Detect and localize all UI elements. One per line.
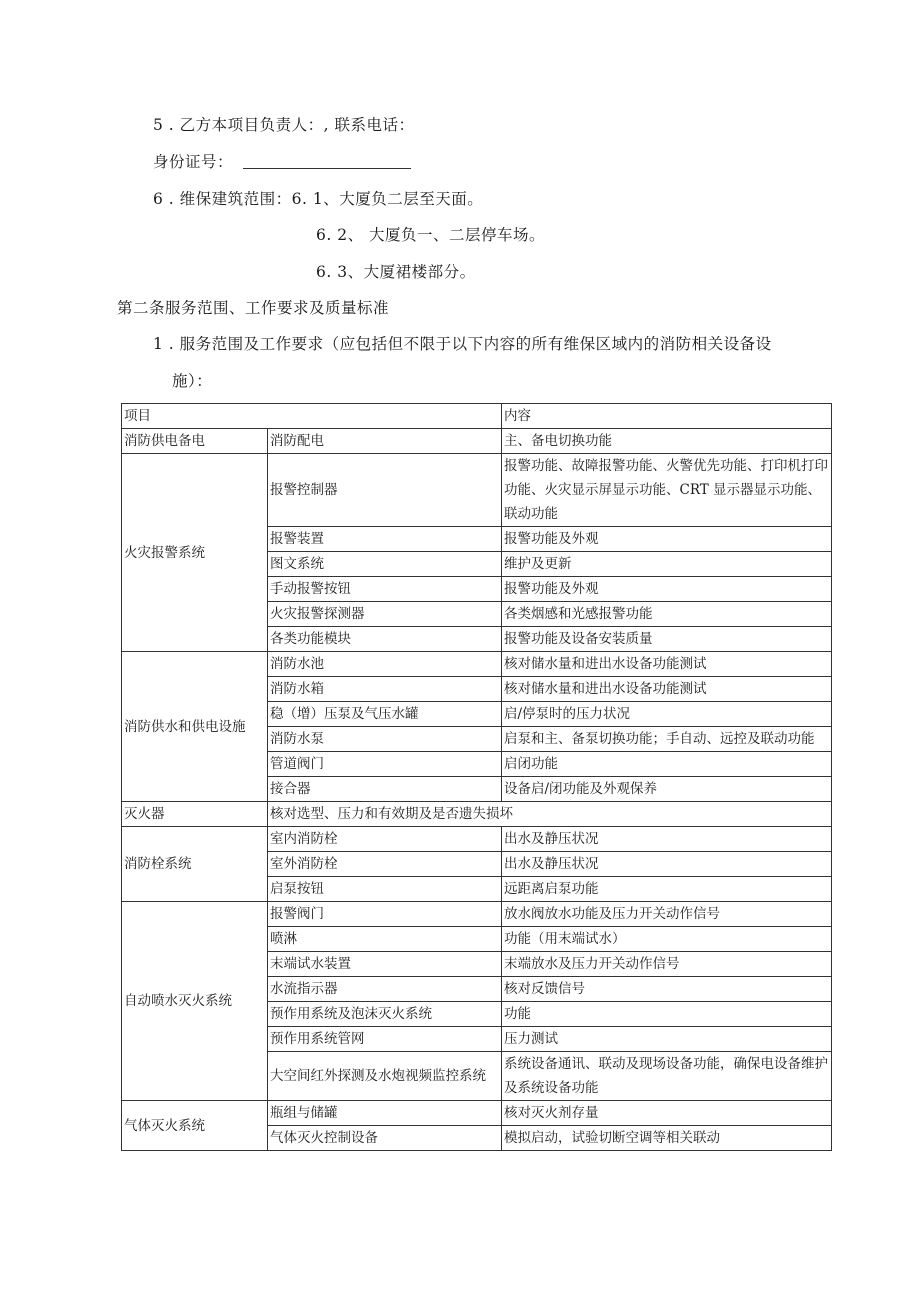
header-item: 项目: [122, 404, 502, 429]
item-cell: 报警装置: [268, 527, 502, 552]
item-cell: 手动报警按钮: [268, 577, 502, 602]
item-cell: 报警控制器: [268, 454, 502, 527]
content-cell: 核对灭火剂存量: [502, 1101, 832, 1126]
content-cell: 报警功能及设备安装质量: [502, 627, 832, 652]
service-scope-table: [121, 403, 832, 1151]
item-cell: 报警阀门: [268, 902, 502, 927]
content-cell: 设备启/闭功能及外观保养: [502, 777, 832, 802]
content-cell: 各类烟感和光感报警功能: [502, 602, 832, 627]
article-2-heading: 第二条服务范围、工作要求及质量标准: [117, 299, 390, 317]
item-cell: 室内消防栓: [268, 827, 502, 852]
item-cell: 末端试水装置: [268, 952, 502, 977]
table-row: [122, 1101, 832, 1126]
item-cell: 稳（增）压泵及气压水罐: [268, 702, 502, 727]
content-cell: 功能: [502, 1002, 832, 1027]
table-row: [122, 429, 832, 454]
id-number-line: [153, 150, 411, 172]
item-cell: 预作用系统管网: [268, 1027, 502, 1052]
item-cell: 消防配电: [268, 429, 502, 454]
item-cell: 喷淋: [268, 927, 502, 952]
content-cell: 报警功能、故障报警功能、火警优先功能、打印机打印功能、火灾显示屏显示功能、CRT 显示器显示功能、联动功能: [502, 454, 832, 527]
table-row: [122, 454, 832, 527]
content-cell: 报警功能及外观: [502, 577, 832, 602]
content-cell: 模拟启动，试验切断空调等相关联动: [502, 1126, 832, 1151]
content-cell: 远距离启泵功能: [502, 877, 832, 902]
id-number-label: 身份证号：: [153, 153, 234, 171]
content-cell: 主、备电切换功能: [502, 429, 832, 454]
content-cell: 出水及静压状况: [502, 827, 832, 852]
content-cell: 系统设备通讯、联动及现场设备功能，确保电设备维护及系统设备功能: [502, 1052, 832, 1101]
content-cell: 放水阀放水功能及压力开关动作信号: [502, 902, 832, 927]
paragraph-6-2: 6. 2、 大厦负一、二层停车场。: [316, 226, 546, 244]
category-cell: 火灾报警系统: [122, 454, 268, 652]
item-cell: 瓶组与储罐: [268, 1101, 502, 1126]
table-row: [122, 902, 832, 927]
table-row: [122, 652, 832, 677]
paragraph-6-3: 6. 3、大厦裙楼部分。: [316, 263, 476, 281]
table-row: [122, 827, 832, 852]
item-cell: 图文系统: [268, 552, 502, 577]
id-number-blank: [243, 167, 411, 169]
item-cell: 消防水泵: [268, 727, 502, 752]
category-cell: 消防供电备电: [122, 429, 268, 454]
category-cell: 气体灭火系统: [122, 1101, 268, 1151]
item-cell: 预作用系统及泡沫灭火系统: [268, 1002, 502, 1027]
item-cell: 管道阀门: [268, 752, 502, 777]
table-row: [122, 802, 832, 827]
item-1-line-1: 1 . 服务范围及工作要求（应包括但不限于以下内容的所有维保区域内的消防相关设备设: [153, 335, 772, 353]
content-cell: 功能（用末端试水）: [502, 927, 832, 952]
paragraph-5: 5 . 乙方本项目负责人：, 联系电话：: [153, 116, 415, 134]
category-cell: 自动喷水灭火系统: [122, 902, 268, 1101]
item-cell: 水流指示器: [268, 977, 502, 1002]
content-cell: 压力测试: [502, 1027, 832, 1052]
item-cell: 消防水池: [268, 652, 502, 677]
item-cell: 各类功能模块: [268, 627, 502, 652]
category-cell: 消防供水和供电设施: [122, 652, 268, 802]
content-cell: 启/停泵时的压力状况: [502, 702, 832, 727]
content-cell: 维护及更新: [502, 552, 832, 577]
item-cell: 接合器: [268, 777, 502, 802]
content-cell: 核对储水量和进出水设备功能测试: [502, 652, 832, 677]
content-cell: 核对储水量和进出水设备功能测试: [502, 677, 832, 702]
table-header-row: [122, 404, 832, 429]
content-cell: 核对选型、压力和有效期及是否遗失损坏: [268, 802, 832, 827]
category-cell: 消防栓系统: [122, 827, 268, 902]
content-cell: 启泵和主、备泵切换功能；手自动、远控及联动功能: [502, 727, 832, 752]
category-cell: 灭火器: [122, 802, 268, 827]
item-1-line-2: 施）：: [172, 372, 213, 390]
item-cell: 火灾报警探测器: [268, 602, 502, 627]
content-cell: 报警功能及外观: [502, 527, 832, 552]
content-cell: 核对反馈信号: [502, 977, 832, 1002]
item-cell: 启泵按钮: [268, 877, 502, 902]
content-cell: 出水及静压状况: [502, 852, 832, 877]
header-content: 内容: [502, 404, 832, 429]
content-cell: 启闭功能: [502, 752, 832, 777]
item-cell: 室外消防栓: [268, 852, 502, 877]
paragraph-6: 6 . 维保建筑范围：6. 1、大厦负二层至天面。: [153, 190, 484, 208]
item-cell: 大空间红外探测及水炮视频监控系统: [268, 1052, 502, 1101]
item-cell: 消防水箱: [268, 677, 502, 702]
content-cell: 末端放水及压力开关动作信号: [502, 952, 832, 977]
item-cell: 气体灭火控制设备: [268, 1126, 502, 1151]
